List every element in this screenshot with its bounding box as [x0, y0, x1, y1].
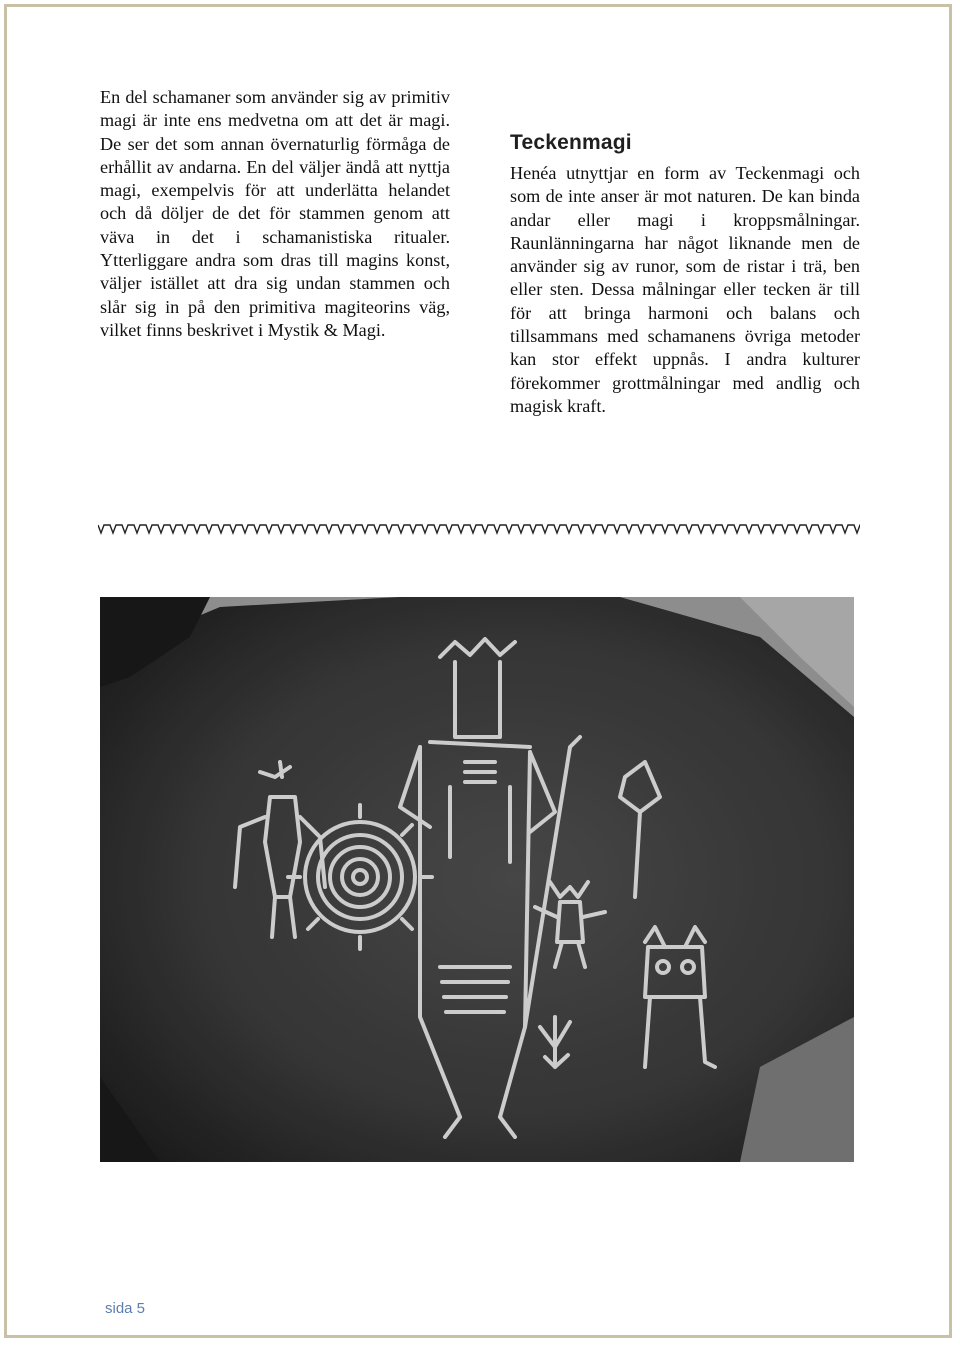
section-heading: Teckenmagi: [510, 131, 632, 154]
page-number: sida 5: [105, 1300, 146, 1317]
left-paragraph: En del schamaner som använder sig av primitiv magi är inte ens medvetna om att det är magi. De ser det som annan övernaturlig förmåga de erhållit av andarna. En del väljer ändå att nyttja magi, exempelvis för att underlätta helandet och då döljer de det för stammen genom att väva in det i schamanistiska ritualer. Ytterliggare andra som dras till magins konst, väljer istället att dra sig undan stammen och slår sig in på den primitiva magiteorins väg, vilket finns beskrivet i Mystik & Magi.: [100, 87, 450, 340]
petroglyph-photo: [100, 597, 854, 1162]
right-paragraph: Henéa utnyttjar en form av Teckenmagi och som de inte anser är mot naturen. De kan binda andar eller magi i kroppsmålningar. Raunlänningarna har något liknande men de använder sig av runor, som de ristar i trä, ben eller sten. Dessa målningar eller tecken är till för att bringa harmoni och balans och tillsammans med schamanens övriga metoder kan stor effekt uppnås. I andra kulturer förekommer grottmålningar med andlig och magisk kraft.: [510, 163, 860, 416]
zigzag-divider: [98, 520, 860, 538]
right-column: [510, 130, 860, 418]
left-column: [100, 86, 450, 342]
